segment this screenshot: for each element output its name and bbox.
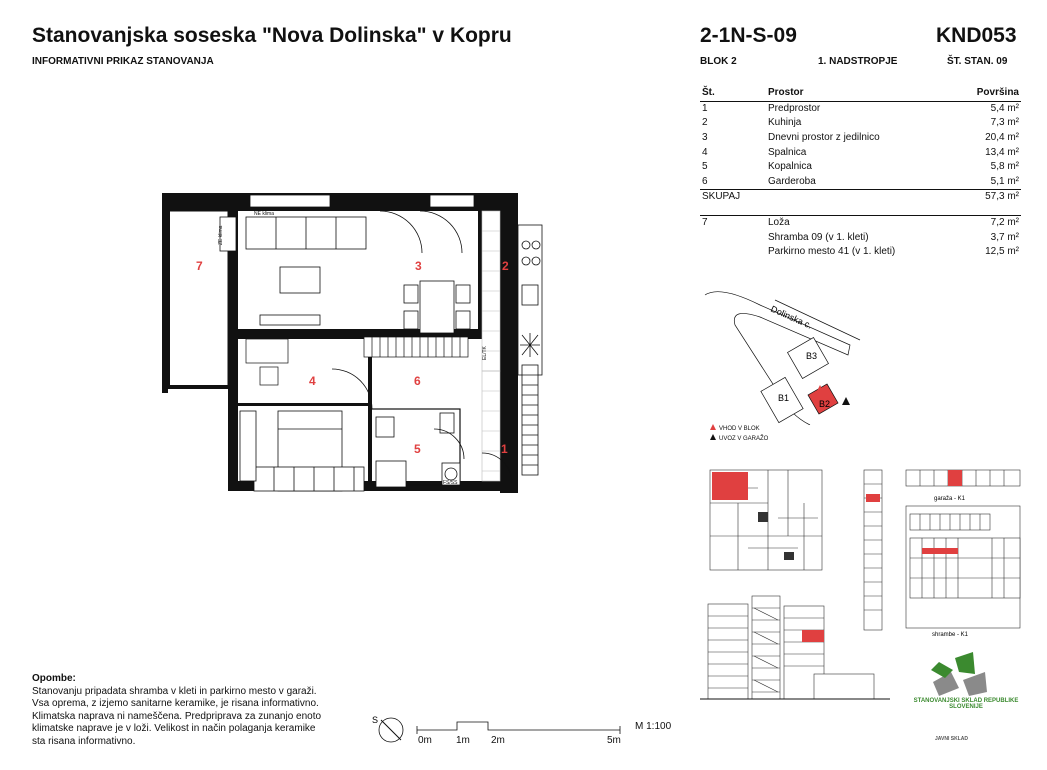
- room-area: 13,4 m²: [985, 146, 1019, 158]
- kitchen-counter: [518, 225, 542, 475]
- rooms-table-header: [700, 86, 1021, 101]
- table-row: [700, 230, 1021, 245]
- room-area: 20,4 m²: [985, 132, 1019, 144]
- floor-label: 1. NADSTROPJE: [818, 56, 898, 67]
- room-label-5: 5: [414, 442, 421, 456]
- room-name: Kopalnica: [768, 161, 812, 173]
- bedroom-furniture: [240, 369, 372, 491]
- street-label: Dolinska c.: [769, 303, 814, 331]
- kitchen-tiles: [482, 211, 500, 481]
- room-name: Loža: [766, 215, 955, 230]
- room-name: Shramba 09 (v 1. kleti): [768, 231, 869, 243]
- section-highlight: [802, 630, 824, 642]
- room-label-7: 7: [196, 259, 203, 273]
- table-row: [700, 101, 1021, 116]
- room-name: Predprostor: [768, 102, 821, 114]
- col-num: Št.: [700, 86, 766, 101]
- table-row: [700, 215, 1021, 230]
- block-b1-label: B1: [778, 393, 790, 403]
- notes: [32, 673, 350, 749]
- logo-sub: JAVNI SKLAD: [935, 736, 968, 742]
- room-area: 7,2 m²: [955, 215, 1021, 230]
- scale-tick-2: 2m: [491, 735, 505, 746]
- floor-thumbnail: [708, 468, 826, 578]
- storage-label: shrambe - K1: [932, 632, 969, 636]
- legend-entrance: [710, 424, 768, 434]
- room-num: [700, 230, 766, 245]
- notes-line: sta risana informativno.: [32, 735, 136, 747]
- north-label: S: [372, 715, 379, 725]
- garage-marker-icon: [842, 397, 850, 405]
- table-row: [700, 145, 1021, 160]
- black-triangle-icon: [710, 434, 716, 440]
- floor-plan: [150, 185, 570, 505]
- room-num: 2: [702, 117, 708, 129]
- site-legend: [710, 424, 768, 444]
- room-label-1: 1: [501, 442, 508, 456]
- table-row: [700, 245, 1021, 260]
- notes-line: Vsa oprema, z izjemo sanitarne keramike, je risana informativno.: [32, 698, 319, 710]
- room-area: 5,4 m²: [990, 102, 1019, 114]
- col-area: Površina: [955, 86, 1021, 101]
- unit-code: 2-1N-S-09: [700, 24, 797, 47]
- room-label-4: 4: [309, 374, 316, 388]
- scale-tick-5: 5m: [607, 735, 621, 746]
- table-row: [700, 131, 1021, 146]
- highlighted-unit: [712, 472, 748, 500]
- total-label: SKUPAJ: [700, 190, 766, 205]
- block-b2-label: B2: [819, 399, 831, 409]
- rooms-table: [700, 86, 1021, 260]
- ze-klima-label: ZE klima: [218, 225, 224, 245]
- site-map: [700, 285, 880, 425]
- room-area: 5,1 m²: [990, 175, 1019, 187]
- notes-heading: Opombe:: [32, 673, 76, 684]
- logo-icon: [925, 652, 991, 698]
- garage-label: garaža - K1: [934, 496, 966, 502]
- table-row: [700, 175, 1021, 190]
- room-name: Spalnica: [768, 146, 807, 158]
- col-space: Prostor: [766, 86, 955, 101]
- room-num: 3: [702, 132, 708, 144]
- document-code: KND053: [936, 24, 1017, 47]
- storage-highlight: [922, 548, 958, 554]
- scale-ratio: M 1:100: [635, 721, 672, 732]
- table-row: [700, 116, 1021, 131]
- total-row: [700, 190, 1021, 205]
- garage-plan: [862, 468, 1024, 636]
- room-num: [700, 245, 766, 260]
- ne-klima-label: NE klima: [254, 211, 275, 217]
- unit-number: ŠT. STAN. 09: [947, 56, 1008, 67]
- table-row: [700, 160, 1021, 175]
- room-label-3: 3: [415, 259, 422, 273]
- scale-tick-1: 1m: [456, 735, 470, 746]
- room-area: 3,7 m²: [990, 231, 1019, 243]
- room-num: 5: [702, 161, 708, 173]
- room-name: Dnevni prostor z jedilnico: [768, 132, 880, 144]
- room-area: 5,8 m²: [990, 161, 1019, 173]
- scale-bar: [370, 712, 670, 752]
- total-area: 57,3 m²: [955, 190, 1021, 205]
- parking-highlight: [948, 470, 962, 486]
- legend-garage: [710, 434, 768, 444]
- room-label-2: 2: [502, 259, 509, 273]
- room-name: Kuhinja: [768, 117, 802, 129]
- el-tk-label: EL/TK: [482, 346, 488, 360]
- notes-line: Klimatska naprava ni nameščena. Predpriprava za zunanjo enoto: [32, 710, 322, 722]
- room-num: 6: [702, 175, 708, 187]
- legend-entrance-label: VHOD V BLOK: [719, 426, 760, 432]
- room-name: Parkirno mesto 41 (v 1. kleti): [768, 246, 896, 258]
- notes-line: klimatske naprave je v loži. Velikost in način polaganja keramike: [32, 723, 316, 735]
- page-subtitle: INFORMATIVNI PRIKAZ STANOVANJA: [32, 56, 214, 67]
- block-b3-label: B3: [806, 351, 818, 361]
- room-area: 12,5 m²: [985, 246, 1019, 258]
- page-title: Stanovanjska soseska "Nova Dolinska" v Kopru: [32, 24, 512, 47]
- block-label: BLOK 2: [700, 56, 737, 67]
- legend-garage-label: UVOZ V GARAŽO: [719, 436, 769, 442]
- room-area: 7,3 m²: [990, 117, 1019, 129]
- room-num: 7: [700, 215, 766, 230]
- logo-name: STANOVANJSKI SKLAD REPUBLIKE SLOVENIJE: [913, 698, 1019, 710]
- notes-line: Stanovanju pripadata shramba v kleti in parkirno mesto v garaži.: [32, 685, 317, 697]
- room-name: Garderoba: [768, 175, 816, 187]
- room-num: 4: [702, 146, 708, 158]
- living-furniture: [220, 211, 470, 333]
- scale-tick-0: 0m: [418, 735, 432, 746]
- red-triangle-icon: [710, 424, 716, 430]
- fs-ss-label: FS/SS: [443, 480, 458, 486]
- room-label-6: 6: [414, 374, 421, 388]
- room-num: 1: [702, 102, 708, 114]
